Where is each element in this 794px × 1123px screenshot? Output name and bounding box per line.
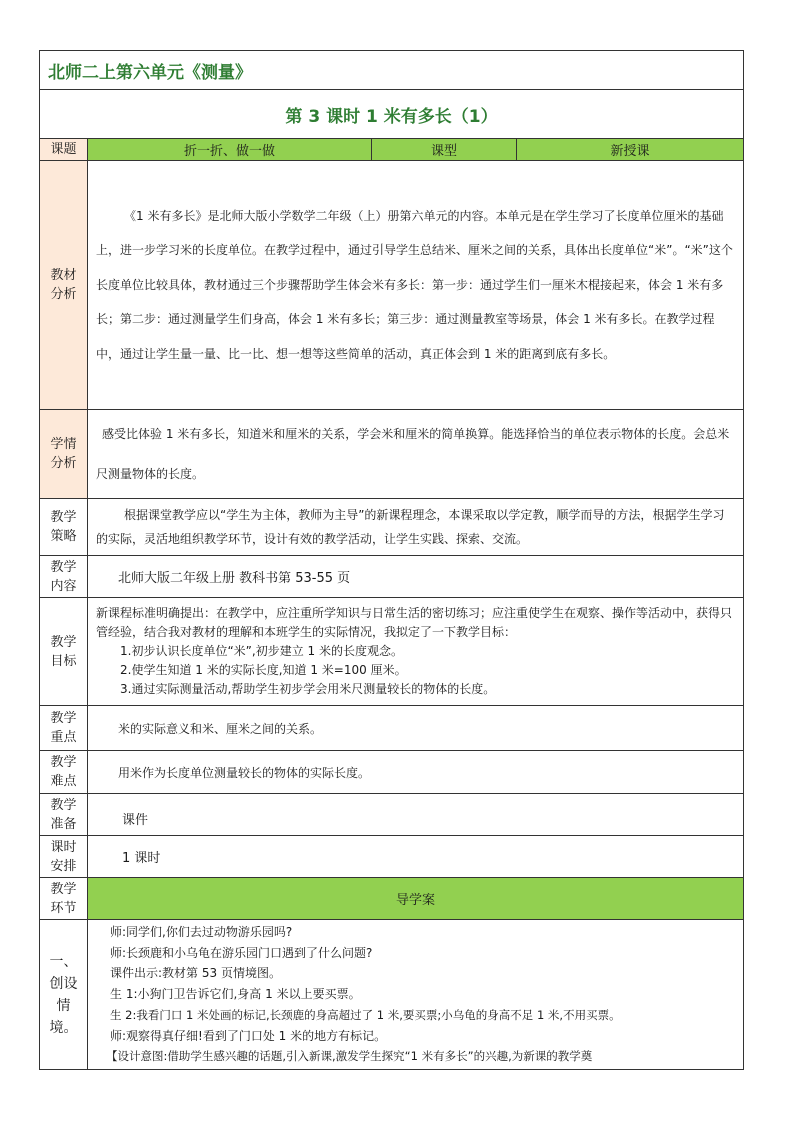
goal-item-2: 2.使学生知道 1 米的实际长度,知道 1 米=100 厘米。 bbox=[120, 663, 407, 677]
unit-title: 北师二上第六单元《测量》 bbox=[40, 51, 744, 90]
material-label: 教材分析 bbox=[40, 161, 88, 410]
learner-analysis-cell bbox=[88, 410, 744, 499]
schedule-text: 1 课时 bbox=[122, 851, 161, 866]
steps-header: 导学案 bbox=[88, 878, 744, 920]
strategy-cell bbox=[88, 499, 744, 556]
material-analysis-text: 《1 米有多长》是北师大版小学数学二年级（上）册第六单元的内容。本单元是在学生学习了长度单位厘米的基础上，进一步学习米的长度单位。在教学过程中，通过引导学生总结米、厘米之间的关系，具体出长度单位“米”。“米”这个长度单位比较具体，教材通过三个步骤帮助学生体会米有多长：第一步：通过学生们一厘米木棍接起来，体会 1 米有多长；第二步：通过测量学生们身高，体会 1 米有多长；第三步：通过测量教室等场景，体会 1 米有多长。在教学过程中，通过让学生量一量、比一比、想一想等这些简单的活动，真正体会到 1 米的距离到底有多长。 bbox=[96, 208, 733, 361]
section1-line-4: 生 1:小狗门卫告诉它们,身高 1 米以上要买票。 bbox=[110, 987, 361, 1002]
key-points-text: 米的实际意义和米、厘米之间的关系。 bbox=[118, 721, 323, 736]
section1-line-7: 【设计意图:借助学生感兴趣的话题,引入新课,激发学生探究“1 米有多长”的兴趣,为新课的教学奠 bbox=[106, 1049, 593, 1064]
steps-label: 教学环节 bbox=[40, 878, 88, 920]
material-analysis-cell bbox=[88, 161, 744, 410]
key-points-label: 教学重点 bbox=[40, 706, 88, 751]
prep-cell bbox=[88, 794, 744, 836]
section1-label: 一、创设情境。 bbox=[40, 920, 88, 1070]
goals-intro: 新课程标准明确提出：在教学中，应注重所学知识与日常生活的密切练习；应注重使学生在观察、操作等活动中，获得只管经验，结合我对教材的理解和本班学生的实际情况，我拟定了一下教学目标： bbox=[96, 606, 733, 639]
goals-cell bbox=[88, 598, 744, 706]
lesson-title: 第 3 课时 1 米有多长（1） bbox=[40, 90, 744, 139]
difficulty-label: 教学难点 bbox=[40, 751, 88, 794]
topic-label: 课题 bbox=[40, 139, 88, 161]
section1-line-3: 课件出示:教材第 53 页情境图。 bbox=[110, 966, 281, 981]
lesson-plan-sheet bbox=[39, 50, 743, 1070]
content-text: 北师大版二年级上册 教科书第 53-55 页 bbox=[118, 571, 351, 586]
content-label: 教学内容 bbox=[40, 556, 88, 598]
prep-text: 课件 bbox=[122, 813, 149, 828]
schedule-label: 课时安排 bbox=[40, 836, 88, 878]
section1-line-1: 师:同学们,你们去过动物游乐园吗? bbox=[110, 925, 293, 939]
learner-label: 学情分析 bbox=[40, 410, 88, 499]
goals-label: 教学目标 bbox=[40, 598, 88, 706]
goal-item-1: 1.初步认识长度单位“米”,初步建立 1 米的长度观念。 bbox=[120, 644, 403, 658]
section1-line-5: 生 2:我看门口 1 米处画的标记,长颈鹿的身高超过了 1 米,要买票;小乌龟的身高不足 1 米,不用买票。 bbox=[110, 1007, 621, 1022]
difficulty-text: 用米作为长度单位测量较长的物体的实际长度。 bbox=[118, 765, 371, 780]
section1-cell bbox=[88, 920, 744, 1070]
goal-item-3: 3.通过实际测量活动,帮助学生初步学会用米尺测量较长的物体的长度。 bbox=[120, 682, 496, 696]
schedule-cell bbox=[88, 836, 744, 878]
section1-line-6: 师:观察得真仔细!看到了门口处 1 米的地方有标记。 bbox=[110, 1028, 387, 1043]
key-points-cell bbox=[88, 706, 744, 751]
strategy-text: 根据课堂教学应以“学生为主体，教师为主导”的新课程理念，本课采取以学定教，顺学而导的方法，根据学生学习的实际，灵活地组织教学环节，设计有效的教学活动，让学生实践、探索、交流。 bbox=[96, 508, 725, 546]
lesson-type-label: 课型 bbox=[372, 139, 517, 161]
lesson-type-value: 新授课 bbox=[517, 139, 744, 161]
topic-value: 折一折、做一做 bbox=[88, 139, 372, 161]
lesson-plan-table bbox=[39, 50, 744, 1070]
section1-line-2: 师:长颈鹿和小乌龟在游乐园门口遇到了什么问题? bbox=[110, 945, 373, 960]
content-cell bbox=[88, 556, 744, 598]
difficulty-cell bbox=[88, 751, 744, 794]
prep-label: 教学准备 bbox=[40, 794, 88, 836]
strategy-label: 教学策略 bbox=[40, 499, 88, 556]
learner-analysis-text: 感受比体验 1 米有多长，知道米和厘米的关系，学会米和厘米的简单换算。能选择恰当的单位表示物体的长度。会总米尺测量物体的长度。 bbox=[96, 427, 730, 481]
